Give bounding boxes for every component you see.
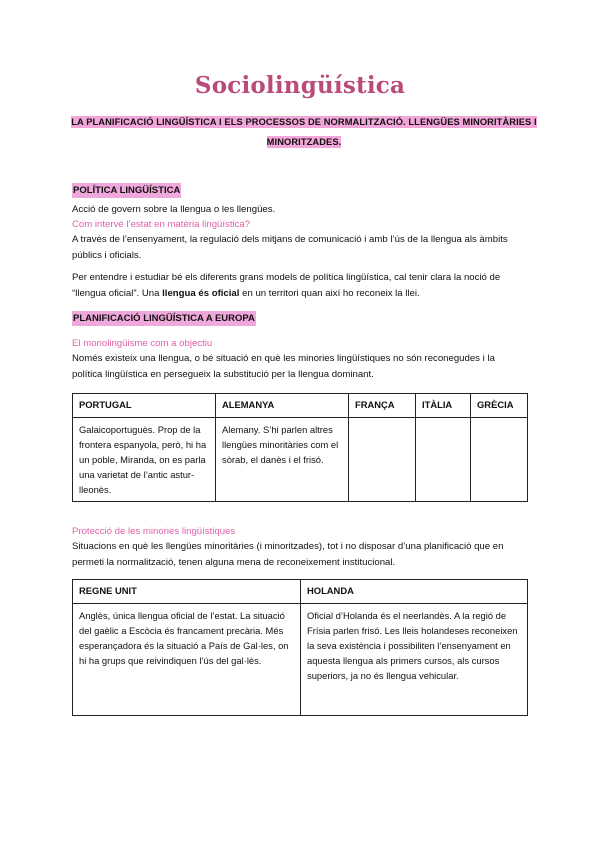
table-header-cell: FRANÇA [349,394,416,418]
definition-text: Acció de govern sobre la llengua o les llengües. [72,204,276,215]
section-heading-planificacio: PLANIFICACIÓ LINGÜÍSTICA A EUROPA [73,313,255,324]
table-row [73,604,528,716]
section-heading-politica: POLÍTICA LINGÜÍSTICA [73,185,181,196]
subheading-proteccio: Protecció de les minories lingüístiques [72,526,236,537]
table-header-row [73,394,528,418]
paragraph-part-2: en un territori quan així ho reconeix la llei. [239,287,420,299]
document-subtitle [70,112,538,152]
proteccio-table [72,579,528,716]
monolinguisme-text: Només existeix una llengua, o bé situació en què les minories lingüístiques no són reconegudes i la política lingüística en persegueix la substitució per la llengua dominant. [72,353,495,380]
proteccio-text: Situacions en què les llengües minoritàries (i minoritzades), tot i no disposar d’una planificació que en permeti la normalització, tenen alguna mena de reconeixement institucional. [72,541,504,568]
table-header-cell: GRÈCIA [471,394,528,418]
official-language-paragraph [72,270,527,301]
answer-text: A través de l’ensenyament, la regulació dels mitjans de comunicació i amb l’ús de la llengua als àmbits públics i oficials. [72,234,508,261]
table-cell: Galaicoportuguès. Prop de la frontera espanyola, però, hi ha un poble, Miranda, on es parla una varietat de l’antic astur-lleonès. [73,418,216,502]
table-cell [471,418,528,502]
table-cell [416,418,471,502]
table-cell: Anglès, única llengua oficial de l’estat. La situació del gaèlic a Escòcia és francament precària. Més esperançadora és la situació a País de Gal·les, on hi ha grups que reivindiquen l’ús del gal·lès. [73,604,301,716]
monolinguisme-table [72,393,528,502]
table-cell: Alemany. S’hi parlen altres llengües minoritàries com el sòrab, el danès i el frisó. [216,418,349,502]
table-header-cell: HOLANDA [301,580,528,604]
table-header-cell: PORTUGAL [73,394,216,418]
table-header-row [73,580,528,604]
table-cell [349,418,416,502]
table-cell: Oficial d’Holanda és el neerlandès. A la regió de Frísia parlen frisó. Les lleis holandeses reconeixen la seva existència i possibiliten l’ensenyament en aquesta llengua als primers cursos, als cursos superiors, ja no és llengua vehicular. [301,604,528,716]
question-text: Com intervé l’estat en matèria lingüística? [72,219,251,230]
page-title: Sociolingüística [194,72,406,99]
table-header-cell: ITÀLIA [416,394,471,418]
paragraph-bold: llengua és oficial [162,287,240,299]
paragraph-part-1: Per entendre i estudiar bé els diferents grans models de política lingüística, cal tenir clara la noció de “llengua oficial”. Una [72,272,501,299]
table-row [73,418,528,502]
table-header-cell: REGNE UNIT [73,580,301,604]
subtitle-text: LA PLANIFICACIÓ LINGÜÍSTICA I ELS PROCESSOS DE NORMALITZACIÓ. LLENGÜES MINORITÀRIES I MINORITZADES. [71,117,537,147]
table-header-cell: ALEMANYA [216,394,349,418]
subheading-monolinguisme: El monolingüisme com a objectiu [72,338,213,349]
